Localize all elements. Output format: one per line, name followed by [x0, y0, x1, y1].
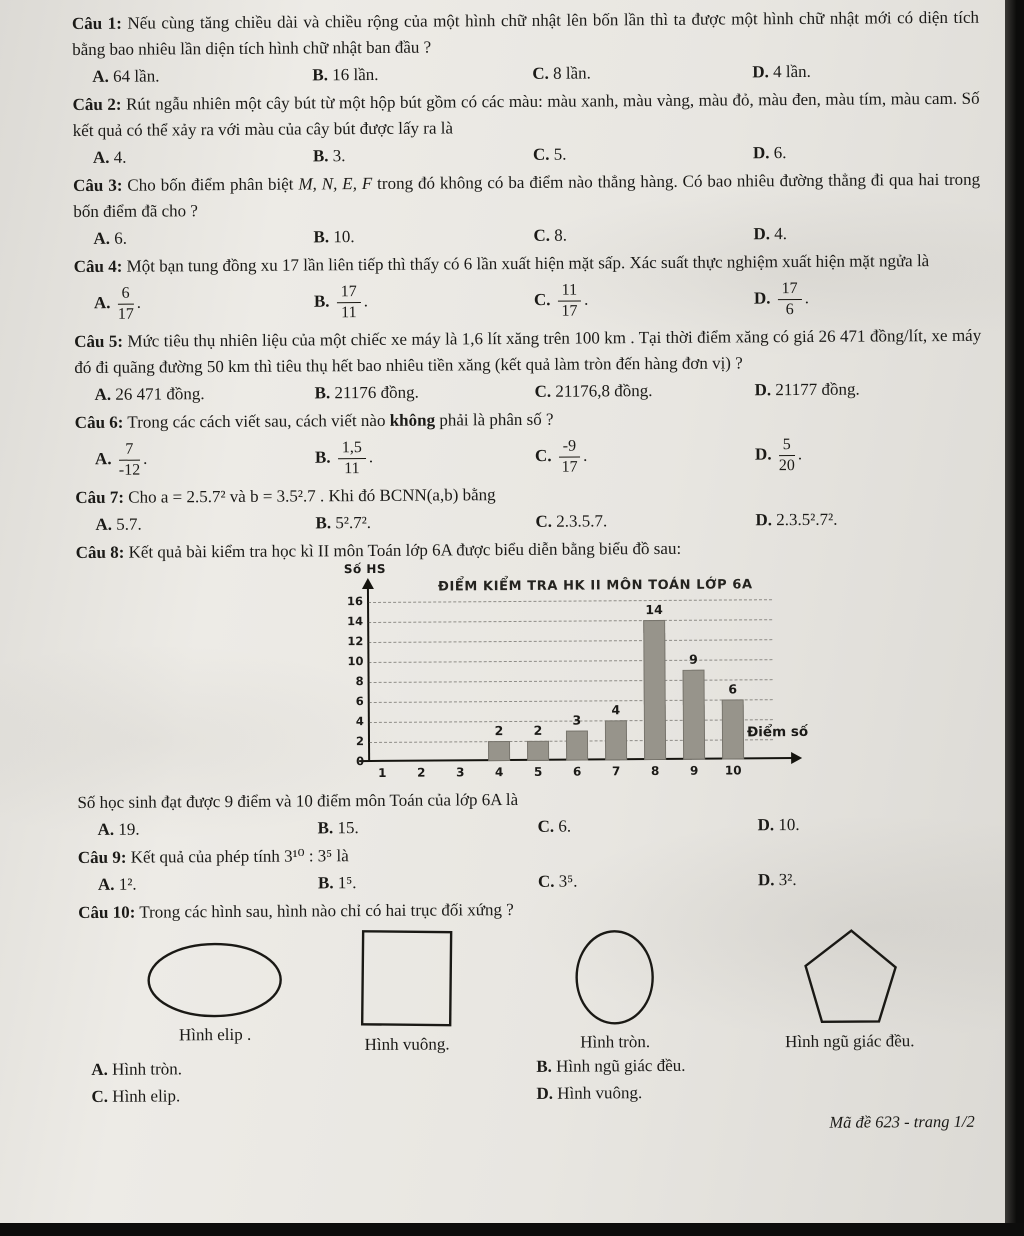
option-5-d: D. 21177 đồng. — [754, 379, 860, 400]
question-9 — [78, 838, 985, 897]
option-4-d: D. $\frac{17}{6}$ . — [753, 280, 810, 318]
option-4-c: C. $\frac{11}{17}$ . — [533, 281, 589, 320]
option-1-d: D. 4 lần. — [752, 61, 811, 82]
option-8-c: C. 6. — [537, 816, 572, 836]
scan-edge-right — [1005, 0, 1024, 1236]
figure-ellipse-label: Hình elip . — [178, 1024, 252, 1044]
x-tick-label: 10 — [724, 763, 742, 778]
option-2-d: D. 6. — [752, 143, 787, 163]
option-6-b: B. $\frac{1,5}{11}$ . — [314, 438, 374, 477]
y-tick-label: 4 — [355, 713, 364, 728]
question-4-label: Câu 4: — [73, 256, 123, 277]
bar-value-label: 9 — [689, 651, 698, 667]
x-tick-label: 8 — [650, 763, 660, 778]
option-5-b: B. 21176 đồng. — [314, 382, 419, 403]
figure-ellipse — [144, 940, 285, 1045]
y-tick-label: 12 — [347, 633, 364, 648]
fraction: $\frac{17}{6}$ — [778, 280, 802, 319]
bar-value-label: 2 — [494, 722, 504, 738]
question-10-label: Câu 10: — [78, 902, 136, 922]
option-10-b: B. Hình ngũ giác đều. — [536, 1055, 686, 1076]
y-tick-label: 6 — [355, 693, 364, 708]
question-8 — [76, 533, 985, 842]
bar-10 — [722, 699, 744, 759]
grid-line — [368, 619, 772, 623]
option-3-c: C. 8. — [533, 225, 568, 245]
figure-square — [358, 928, 455, 1055]
question-9-text: Kết quả của phép tính 3¹⁰ : 3⁵ là — [130, 845, 349, 867]
option-7-c: C. 2.3.5.7. — [535, 510, 608, 531]
option-2-c: C. 5. — [532, 144, 567, 164]
option-9-d: D. 3². — [757, 869, 797, 889]
y-tick-label: 10 — [347, 653, 364, 668]
circle-shape — [572, 928, 657, 1027]
fraction: $\frac{1,5}{11}$ — [338, 439, 366, 478]
question-1-label: Câu 1: — [71, 13, 122, 34]
bar-value-label: 2 — [533, 722, 543, 738]
emphasis-khong: không — [389, 410, 436, 430]
question-2-text: Rút ngẫu nhiên một cây bút từ một hộp bút gồm có các màu: màu xanh, màu vàng, màu đỏ, màu đen, màu tím, màu cam. Số kết quả có thể xảy ra với màu của cây bút được lấy ra là — [72, 88, 980, 141]
x-tick-label: 2 — [416, 765, 426, 780]
option-4-a: A. $\frac{6}{17}$ . — [93, 284, 142, 323]
bar-4 — [488, 741, 510, 761]
ellipse-shape — [144, 940, 285, 1019]
question-2-label: Câu 2: — [72, 94, 122, 115]
option-4-b: B. $\frac{17}{11}$ . — [313, 283, 369, 322]
page-footer: Mã đề 623 - trang 1/2 — [829, 1111, 975, 1132]
question-10 — [78, 893, 986, 1109]
x-tick-label: 7 — [611, 763, 621, 778]
option-2-a: A. 4. — [92, 147, 127, 167]
x-tick-label: 9 — [689, 763, 699, 778]
question-3: Câu 3: Cho bốn điểm phân biệt M, N, E, F trong đó không có ba điểm nào thẳng hàng. Có bao nhiêu đường thẳng đi qua hai trong bốn điểm đã cho ? A. 6. B. 10. C. 8. D. 4. — [73, 167, 981, 252]
question-6-label: Câu 6: — [74, 412, 124, 432]
bar-value-label: 4 — [611, 701, 621, 717]
option-7-a: A. 5.7. — [95, 514, 142, 534]
figure-circle — [572, 928, 657, 1053]
option-7-d: D. 2.3.5².7². — [755, 509, 838, 529]
grid-line — [369, 679, 773, 683]
option-8-d: D. 10. — [757, 814, 800, 834]
chart-y-axis — [367, 588, 370, 762]
figure-row — [78, 923, 986, 1057]
x-tick-label: 5 — [533, 764, 543, 779]
question-5-label: Câu 5: — [74, 331, 124, 351]
option-10-c: C. Hình elip. — [91, 1085, 181, 1106]
option-3-d: D. 4. — [753, 224, 788, 244]
question-7 — [75, 478, 982, 537]
fraction: $\frac{-9}{17}$ — [559, 437, 581, 476]
option-2-b: B. 3. — [312, 146, 346, 166]
question-5-text: Mức tiêu thụ nhiên liệu của một chiếc xe máy là 1,6 lít xăng trên 100 km . Tại thời điểm xăng có giá 26 471 đồng/lít, xe máy đó đi quãng đường 50 km thì tiêu thụ hết bao nhiêu tiền xăng (kết quả làm tròn đến hàng đơn vị) ? — [74, 325, 982, 377]
y-tick-label: 2 — [355, 733, 365, 748]
question-1-text: Nếu cùng tăng chiều dài và chiều rộng của một hình chữ nhật lên bốn lần thì ta được một hình chữ nhật mới có diện tích bằng bao nhiêu lần diện tích hình chữ nhật ban đầu ? — [72, 7, 980, 60]
figure-pentagon-label: Hình ngũ giác đều. — [785, 1030, 915, 1051]
question-10-text: Trong các hình sau, hình nào chỉ có hai trục đối xứng ? — [139, 899, 514, 922]
question-7-label: Câu 7: — [75, 487, 125, 507]
bar-6 — [566, 730, 588, 760]
fraction: $\frac{11}{17}$ — [558, 282, 582, 321]
option-9-b: B. 1⁵. — [317, 872, 357, 892]
option-9-a: A. 1². — [97, 874, 137, 894]
option-10-a: A. Hình tròn. — [91, 1058, 183, 1079]
fraction: $\frac{5}{20}$ — [778, 435, 795, 474]
question-3-points: M, N, E, F — [298, 173, 373, 194]
option-1-c: C. 8 lần. — [532, 63, 591, 83]
option-8-a: A. 19. — [97, 819, 140, 839]
question-2 — [72, 86, 980, 171]
option-6-d: D. $\frac{5}{20}$ . — [754, 435, 803, 474]
option-3-a: A. 6. — [93, 228, 128, 248]
option-3-b: B. 10. — [313, 227, 355, 247]
question-8-text2: Số học sinh đạt được 9 điểm và 10 điểm môn Toán của lớp 6A là — [77, 789, 519, 812]
bar-7 — [605, 720, 627, 760]
option-5-c: C. 21176,8 đồng. — [534, 380, 653, 401]
chart-y-axis-arrow — [362, 578, 374, 589]
question-4 — [74, 248, 981, 324]
x-tick-label: 4 — [494, 764, 504, 779]
bar-8 — [643, 620, 666, 760]
option-1-b: B. 16 lần. — [312, 64, 379, 85]
chart-y-axis-label: Số HS — [343, 561, 387, 576]
option-6-a: A. $\frac{7}{-12}$ . — [94, 440, 148, 479]
question-3-label: Câu 3: — [73, 175, 123, 196]
x-tick-label: 1 — [377, 765, 387, 780]
option-1-a: A. 64 lần. — [92, 66, 160, 86]
x-tick-label: 6 — [572, 764, 582, 779]
x-tick-label: 3 — [455, 764, 465, 780]
question-9-label: Câu 9: — [77, 847, 127, 867]
option-10-d: D. Hình vuông. — [536, 1082, 643, 1103]
bar-5 — [527, 740, 549, 760]
option-8-b: B. 15. — [317, 817, 359, 837]
grid-line — [368, 599, 772, 603]
grid-line — [368, 659, 772, 663]
grid-line — [369, 699, 773, 703]
option-6-c: C. $\frac{-9}{17}$ . — [534, 437, 588, 476]
scan-edge-bottom — [0, 1223, 1024, 1236]
option-5-a: A. 26 471 đồng. — [94, 383, 205, 404]
figure-pentagon — [784, 925, 914, 1052]
chart-title: ĐIỂM KIỂM TRA HK II MÔN TOÁN LỚP 6A — [437, 576, 753, 595]
question-4-text: Một bạn tung đồng xu 17 lần liên tiếp thì thấy có 6 lần xuất hiện mặt sấp. Xác suất thực nghiệm xuất hiện mặt ngửa là — [126, 251, 930, 276]
bar-value-label: 6 — [728, 681, 738, 697]
grid-line — [368, 639, 772, 643]
score-chart — [338, 560, 880, 788]
question-6: Câu 6: Trong các cách viết sau, cách viết nào không phải là phân số ? A. $\frac{7}{-12}$ . B. $\frac{1,5}{11}$ . C. $\frac{-9}{17}$ . D. $\frac{5}{20}$ . — [75, 404, 982, 480]
option-9-c: C. 3⁵. — [537, 871, 578, 891]
question-8-label: Câu 8: — [75, 542, 125, 562]
fraction: $\frac{6}{17}$ — [117, 284, 134, 323]
fraction: $\frac{17}{11}$ — [337, 283, 361, 322]
y-tick-label: 0 — [356, 753, 365, 768]
question-7-text: Cho a = 2.5.7² và b = 3.5².7 . Khi đó BCNN(a,b) bằng — [128, 484, 496, 507]
y-tick-label: 16 — [346, 593, 364, 608]
y-tick-label: 14 — [347, 613, 364, 628]
option-7-b: B. 5².7². — [315, 512, 372, 532]
fraction: $\frac{7}{-12}$ — [118, 440, 141, 479]
bar-value-label: 3 — [572, 712, 582, 728]
figure-circle-label: Hình tròn. — [580, 1031, 651, 1052]
square-shape — [358, 928, 455, 1029]
chart-x-axis-label: Điểm số — [746, 723, 809, 740]
y-tick-label: 8 — [355, 673, 364, 688]
question-1 — [72, 5, 980, 90]
question-5 — [74, 323, 982, 408]
bar-9 — [683, 669, 706, 759]
bar-value-label: 14 — [645, 601, 663, 617]
pentagon-shape — [799, 925, 900, 1026]
figure-square-label: Hình vuông. — [364, 1034, 450, 1054]
chart-x-axis-arrow — [791, 752, 802, 764]
question-8-text: Kết quả bài kiểm tra học kì II môn Toán lớp 6A được biểu diễn bằng biểu đồ sau: — [128, 538, 682, 562]
